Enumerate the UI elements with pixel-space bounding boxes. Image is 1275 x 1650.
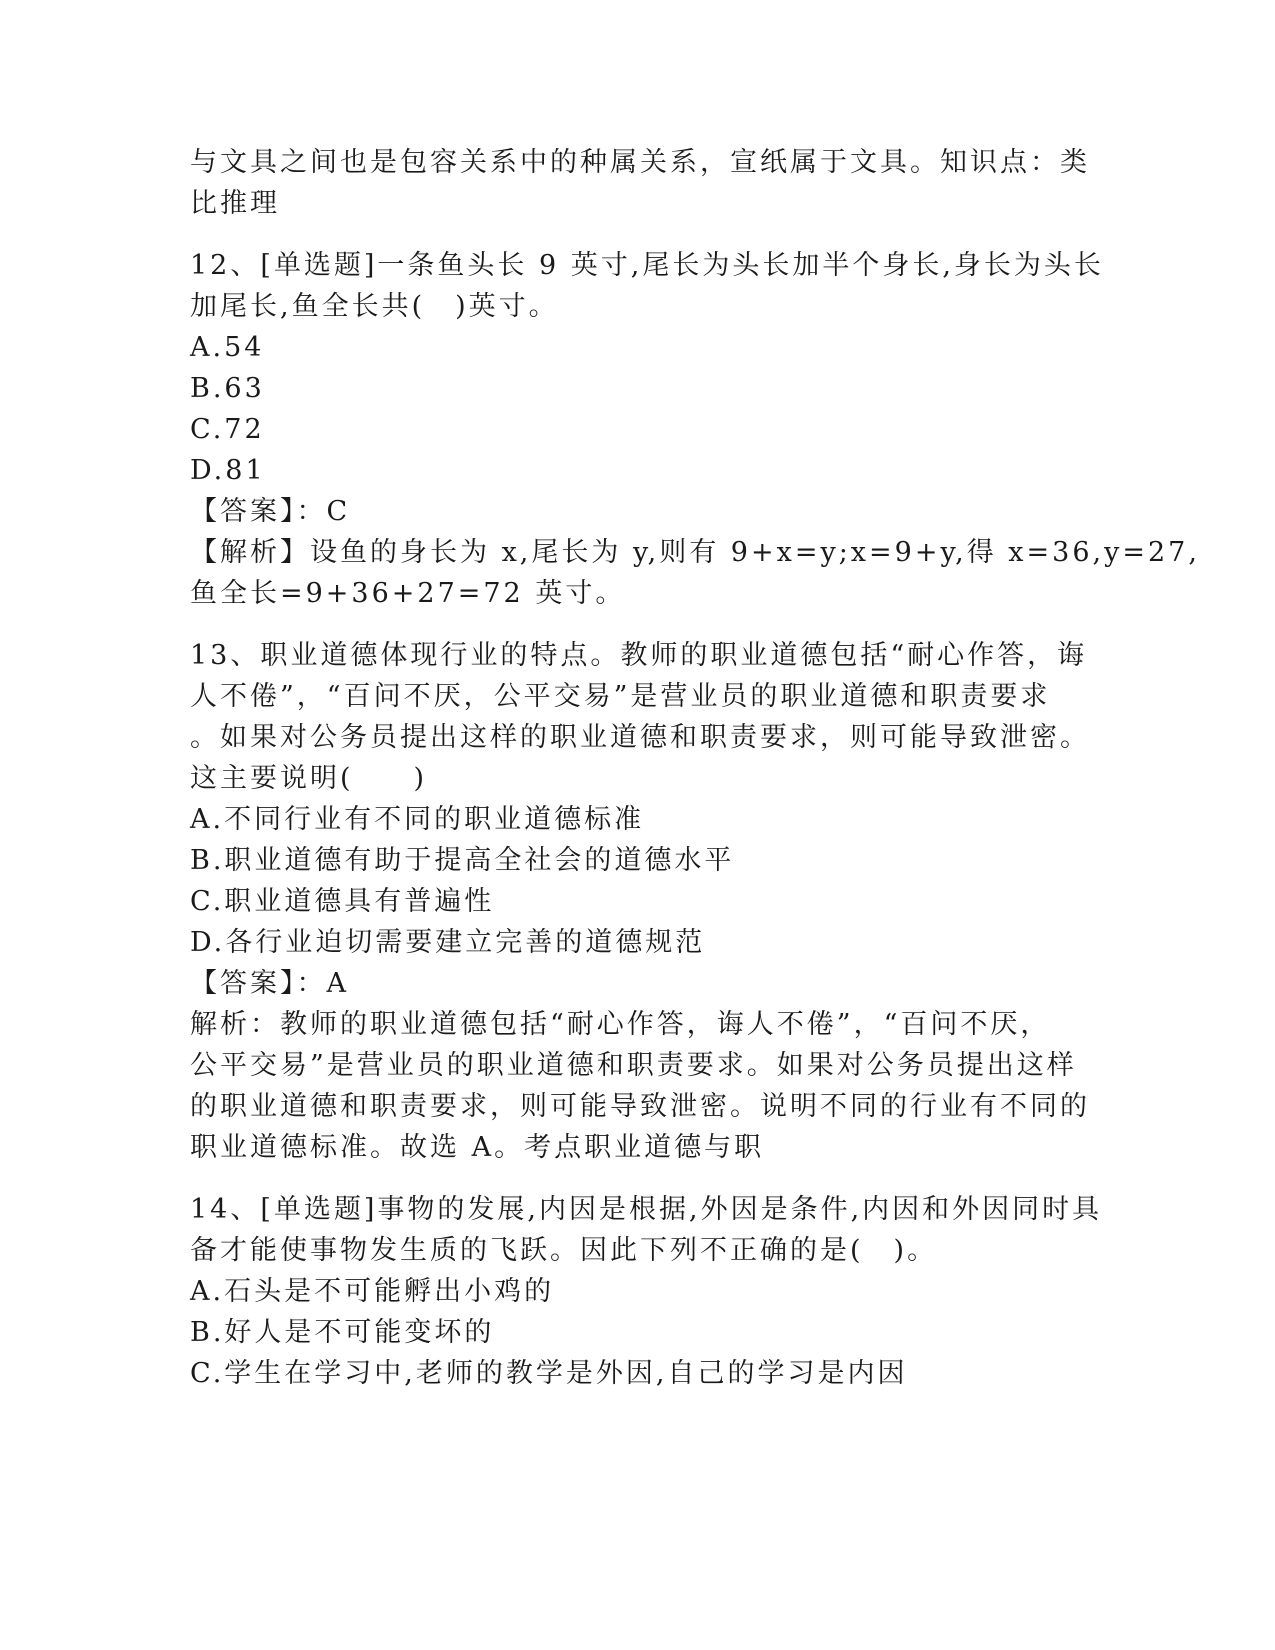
question-13-answer: 【答案】：A <box>190 968 349 999</box>
question-13-analysis: 解析：教师的职业道德包括“耐心作答，诲人不倦”，“百问不厌， <box>190 1009 1051 1040</box>
question-12-analysis: 【解析】设鱼的身长为 x,尾长为 y,则有 9+x=y;x=9+y,得 x=36,y=27, <box>190 537 1200 568</box>
question-13-stem: 13、职业道德体现行业的特点。教师的职业道德包括“耐心作答，诲 <box>190 640 1088 671</box>
question-12-option-d: D.81 <box>190 455 266 486</box>
question-13-option-a: A.不同行业有不同的职业道德标准 <box>190 804 645 835</box>
question-12-answer: 【答案】：C <box>190 496 351 527</box>
question-14-option-c: C.学生在学习中,老师的教学是外因,自己的学习是内因 <box>190 1358 908 1389</box>
question-13-stem: 人不倦”，“百问不厌，公平交易”是营业员的职业道德和职责要求 <box>190 681 1051 712</box>
question-13-option-d: D.各行业迫切需要建立完善的道德规范 <box>190 927 706 958</box>
question-13-analysis: 的职业道德和职责要求，则可能导致泄密。说明不同的行业有不同的 <box>190 1091 1090 1122</box>
question-13-analysis: 职业道德标准。故选 A。考点职业道德与职 <box>190 1132 765 1163</box>
question-13-option-c: C.职业道德具有普遍性 <box>190 886 495 917</box>
question-12-option-a: A.54 <box>190 332 265 363</box>
question-13-stem: 。如果对公务员提出这样的职业道德和职责要求，则可能导致泄密。 <box>190 722 1090 753</box>
question-13-option-b: B.职业道德有助于提高全社会的道德水平 <box>190 845 735 876</box>
question-14-stem: 14、[单选题]事物的发展,内因是根据,外因是条件,内因和外因同时具 <box>190 1194 1103 1225</box>
question-13-analysis: 公平交易”是营业员的职业道德和职责要求。如果对公务员提出这样 <box>190 1050 1077 1081</box>
question-13-stem: 这主要说明( ) <box>190 763 428 794</box>
question-12-stem: 加尾长,鱼全长共( )英寸。 <box>190 291 559 322</box>
question-14-option-a: A.石头是不可能孵出小鸡的 <box>190 1276 555 1307</box>
question-12-analysis: 鱼全长=9+36+27=72 英寸。 <box>190 578 626 609</box>
question-12-option-b: B.63 <box>190 373 265 404</box>
question-12-option-c: C.72 <box>190 414 265 445</box>
question-12-stem: 12、[单选题]一条鱼头长 9 英寸,尾长为头长加半个身长,身长为头长 <box>190 250 1104 281</box>
question-14-stem: 备才能使事物发生质的飞跃。因此下列不正确的是( )。 <box>190 1235 938 1266</box>
prev-explanation-line: 比推理 <box>190 188 280 219</box>
question-14-option-b: B.好人是不可能变坏的 <box>190 1317 495 1348</box>
prev-explanation-line: 与文具之间也是包容关系中的种属关系，宣纸属于文具。知识点：类 <box>190 147 1090 178</box>
